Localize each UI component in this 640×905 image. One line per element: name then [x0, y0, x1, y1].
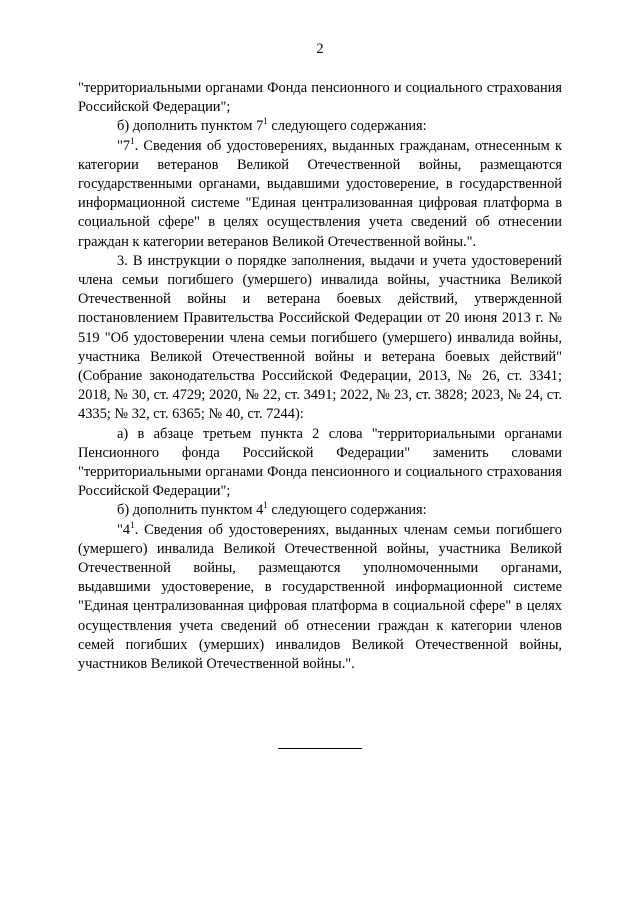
paragraph-text: "7 [117, 137, 131, 154]
superscript: 1 [130, 135, 135, 146]
paragraph-item-b-7-1 [78, 117, 562, 136]
paragraph-text: б) дополнить пунктом 7 [117, 118, 264, 135]
superscript: 1 [263, 116, 268, 127]
paragraph-text: . Сведения об удостоверениях, выданных гражданам, отнесенным к категории ветеранов Великой Отечественной войны, размещаются государственными органами, выдавшими удостоверение, в государственной информационной системе "Единая централизованная цифровая платформа в социальной сфере" в целях осуществления учета сведений об отнесении граждан к категории ветеранов Великой Отечественной войны.". [78, 137, 562, 250]
superscript: 1 [263, 500, 268, 511]
paragraph-text: следующего содержания: [267, 118, 427, 135]
paragraph-point-7-1 [78, 137, 562, 252]
paragraph-text: а) в абзаце третьем пункта 2 слова "территориальными органами Пенсионного фонда Российской Федерации" заменить словами "территориальными органами Фонда пенсионного и социального страхования Российской Федерации"; [78, 425, 562, 500]
paragraph-text: "4 [117, 521, 131, 538]
paragraph-point-4-1 [78, 521, 562, 675]
paragraph-text: следующего содержания: [267, 502, 427, 519]
paragraph-text: 3. В инструкции о порядке заполнения, выдачи и учета удостоверений члена семьи погибшего (умершего) инвалида войны, участника Великой Отечественной войны и ветерана боевых действий, утвержденной постановлением Правительства Российской Федерации от 20 июня 2013 г. № 519 "Об удостоверении члена семьи погибшего (умершего) инвалида войны, участника Великой Отечественной войны и ветерана боевых действий" (Собрание законодательства Российской Федерации, 2013, № 26, ст. 3341; 2018, № 30, ст. 4729; 2020, № 22, ст. 3491; 2022, № 23, ст. 3828; 2023, № 24, ст. 4335; № 32, ст. 6365; № 40, ст. 7244): [78, 252, 562, 423]
paragraph-text: "территориальными органами Фонда пенсионного и социального страхования Российской Федерации"; [78, 80, 562, 116]
paragraph-section-3 [78, 252, 562, 425]
document-body [78, 79, 562, 674]
paragraph-item-b-4-1 [78, 501, 562, 520]
page-number: 2 [316, 41, 324, 57]
end-of-document-rule [278, 748, 362, 749]
paragraph-text: б) дополнить пунктом 4 [117, 502, 264, 519]
paragraph-continuation [78, 79, 562, 117]
paragraph-text: . Сведения об удостоверениях, выданных членам семьи погибшего (умершего) инвалида Великой Отечественной войны, участника Великой Отечественной войны, размещаются уполномоченными органами, выдавшими удостоверение, в государственной информационной системе "Единая централизованная цифровая платформа в социальной сфере" в целях осуществления учета сведений об отнесении граждан к категории членов семей погибших (умерших) инвалидов Великой Отечественной войны, участников Великой Отечественной войны.". [78, 521, 562, 673]
superscript: 1 [130, 519, 135, 530]
paragraph-item-a [78, 425, 562, 502]
